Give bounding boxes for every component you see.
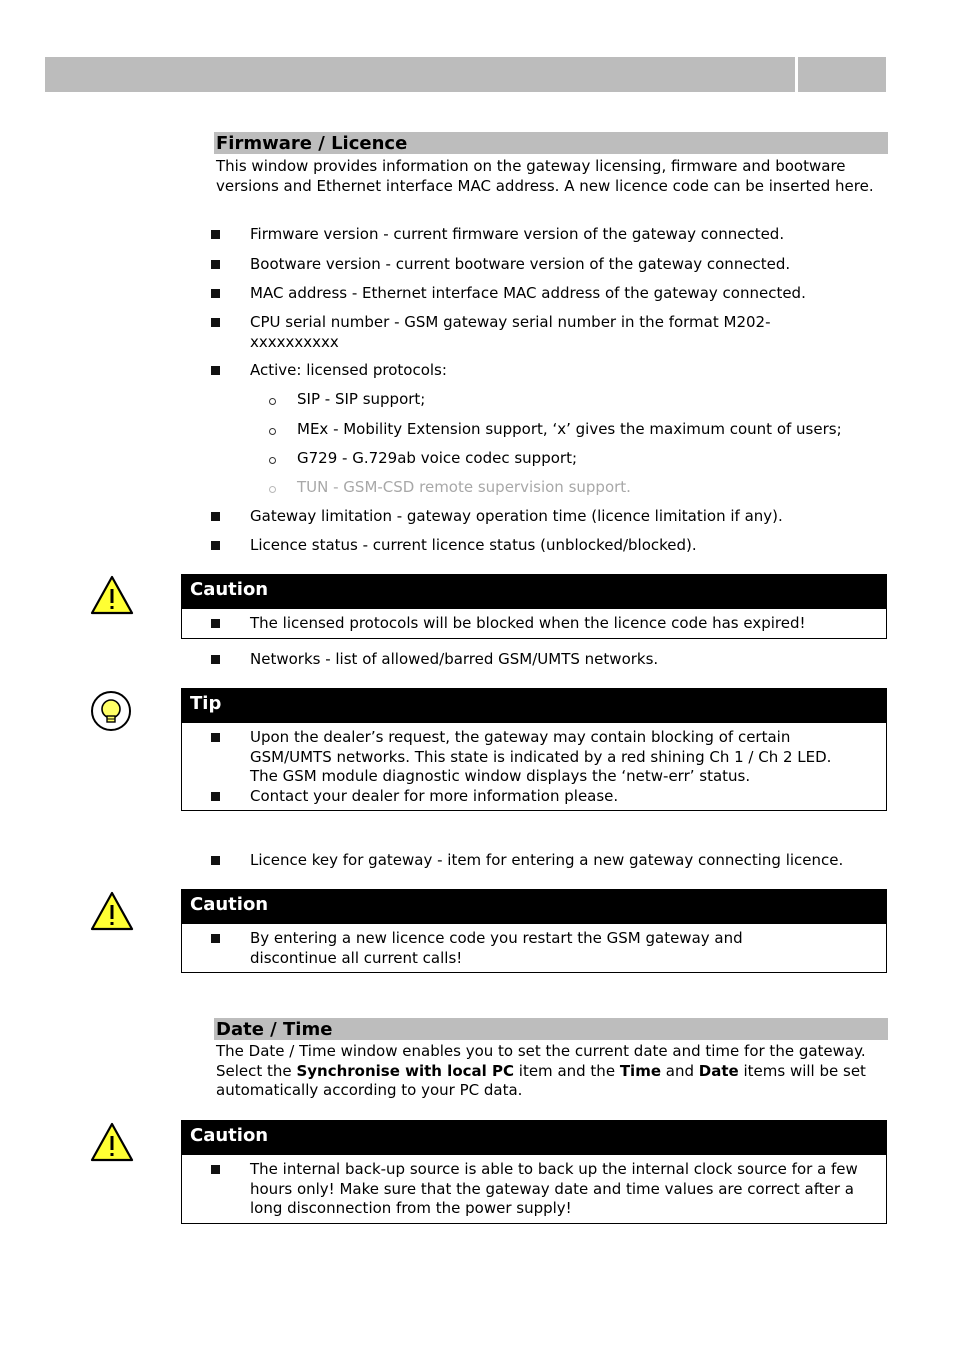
list-item-gateway-limitation: Gateway limitation - gateway operation time (licence limitation if any). (250, 507, 783, 525)
warning-icon (89, 889, 135, 935)
sub-item-sip: SIP - SIP support; (297, 390, 426, 408)
list-item-bootware-version: Bootware version - current bootware version of the gateway connected. (250, 255, 791, 273)
intro-text: The Date / Time window enables you to set the current date and time for the gateway. Select the (216, 1042, 866, 1080)
caution-item: The licensed protocols will be blocked when the licence code has expired! (250, 614, 806, 632)
bullet-circle-icon (269, 398, 276, 405)
bullet-square-icon (211, 619, 220, 628)
caution-box-clock-backup (181, 1120, 887, 1224)
intro-text: item and the (514, 1061, 620, 1080)
tip-item: Upon the dealer’s request, the gateway may contain blocking of certain GSM/UMTS networks. This state is indicated by a red shining Ch 1 / Ch 2 LED. The GSM module diagnostic window displays the ‘netw-err’ status. (250, 728, 832, 785)
bullet-square-icon (211, 1165, 220, 1174)
bullet-circle-icon (269, 457, 276, 464)
tip-item: Contact your dealer for more information please. (250, 787, 619, 805)
list-item-cpu-serial: CPU serial number - GSM gateway serial number in the format M202-xxxxxxxxxx (250, 313, 771, 351)
caution-item: The internal back-up source is able to back up the internal clock source for a few hours only! Make sure that the gateway date and time values are correct after a long disconnection from the power supply! (250, 1160, 858, 1217)
bullet-square-icon (211, 792, 220, 801)
bullet-square-icon (211, 856, 220, 865)
caution-box-title: Caution (182, 1121, 886, 1155)
bullet-square-icon (211, 934, 220, 943)
page-header-bar (45, 57, 795, 92)
section-heading-firmware: Firmware / Licence (214, 132, 888, 154)
warning-icon (89, 1120, 135, 1166)
bullet-square-icon (211, 655, 220, 664)
datetime-intro (216, 1042, 876, 1101)
section-heading-datetime: Date / Time (214, 1018, 888, 1040)
caution-box-title: Caution (182, 575, 886, 609)
list-item-licence-key: Licence key for gateway - item for entering a new gateway connecting licence. (250, 851, 844, 869)
bullet-square-icon (211, 260, 220, 269)
bullet-square-icon (211, 541, 220, 550)
bullet-square-icon (211, 512, 220, 521)
firmware-intro: This window provides information on the gateway licensing, firmware and bootware versions and Ethernet interface MAC address. A new licence code can be inserted here. (216, 157, 874, 195)
bullet-square-icon (211, 318, 220, 327)
sub-item-mex: MEx - Mobility Extension support, ‘x’ gives the maximum count of users; (297, 420, 842, 438)
caution-box-licence-restart (181, 889, 887, 973)
bullet-circle-icon (269, 486, 276, 493)
bullet-square-icon (211, 733, 220, 742)
bullet-circle-icon (269, 428, 276, 435)
intro-text: items will be set automatically according to your PC data. (216, 1061, 866, 1099)
list-item-networks: Networks - list of allowed/barred GSM/UMTS networks. (250, 650, 659, 668)
warning-icon (89, 573, 135, 619)
bullet-square-icon (211, 230, 220, 239)
intro-text: and (661, 1061, 699, 1080)
bullet-square-icon (211, 289, 220, 298)
intro-bold-time: Time (619, 1061, 662, 1080)
bullet-square-icon (211, 366, 220, 375)
tip-box-network-blocking (181, 688, 887, 811)
sub-item-g729: G729 - G.729ab voice codec support; (297, 449, 578, 467)
page-number-bar (798, 57, 886, 92)
list-item-mac-address: MAC address - Ethernet interface MAC address of the gateway connected. (250, 284, 806, 302)
list-item-active-protocols: Active: licensed protocols: (250, 361, 447, 379)
list-item-firmware-version: Firmware version - current firmware version of the gateway connected. (250, 225, 785, 243)
caution-box-licence-expiry (181, 574, 887, 639)
intro-bold-date: Date (698, 1061, 739, 1080)
sub-item-tun: TUN - GSM-CSD remote supervision support. (297, 478, 631, 496)
caution-box-title: Caution (182, 890, 886, 924)
intro-bold-sync: Synchronise with local PC (296, 1061, 515, 1080)
lightbulb-icon (89, 689, 135, 735)
caution-item: By entering a new licence code you restart the GSM gateway and discontinue all current calls! (250, 929, 743, 967)
tip-box-title: Tip (182, 689, 886, 723)
list-item-licence-status: Licence status - current licence status (unblocked/blocked). (250, 536, 697, 554)
